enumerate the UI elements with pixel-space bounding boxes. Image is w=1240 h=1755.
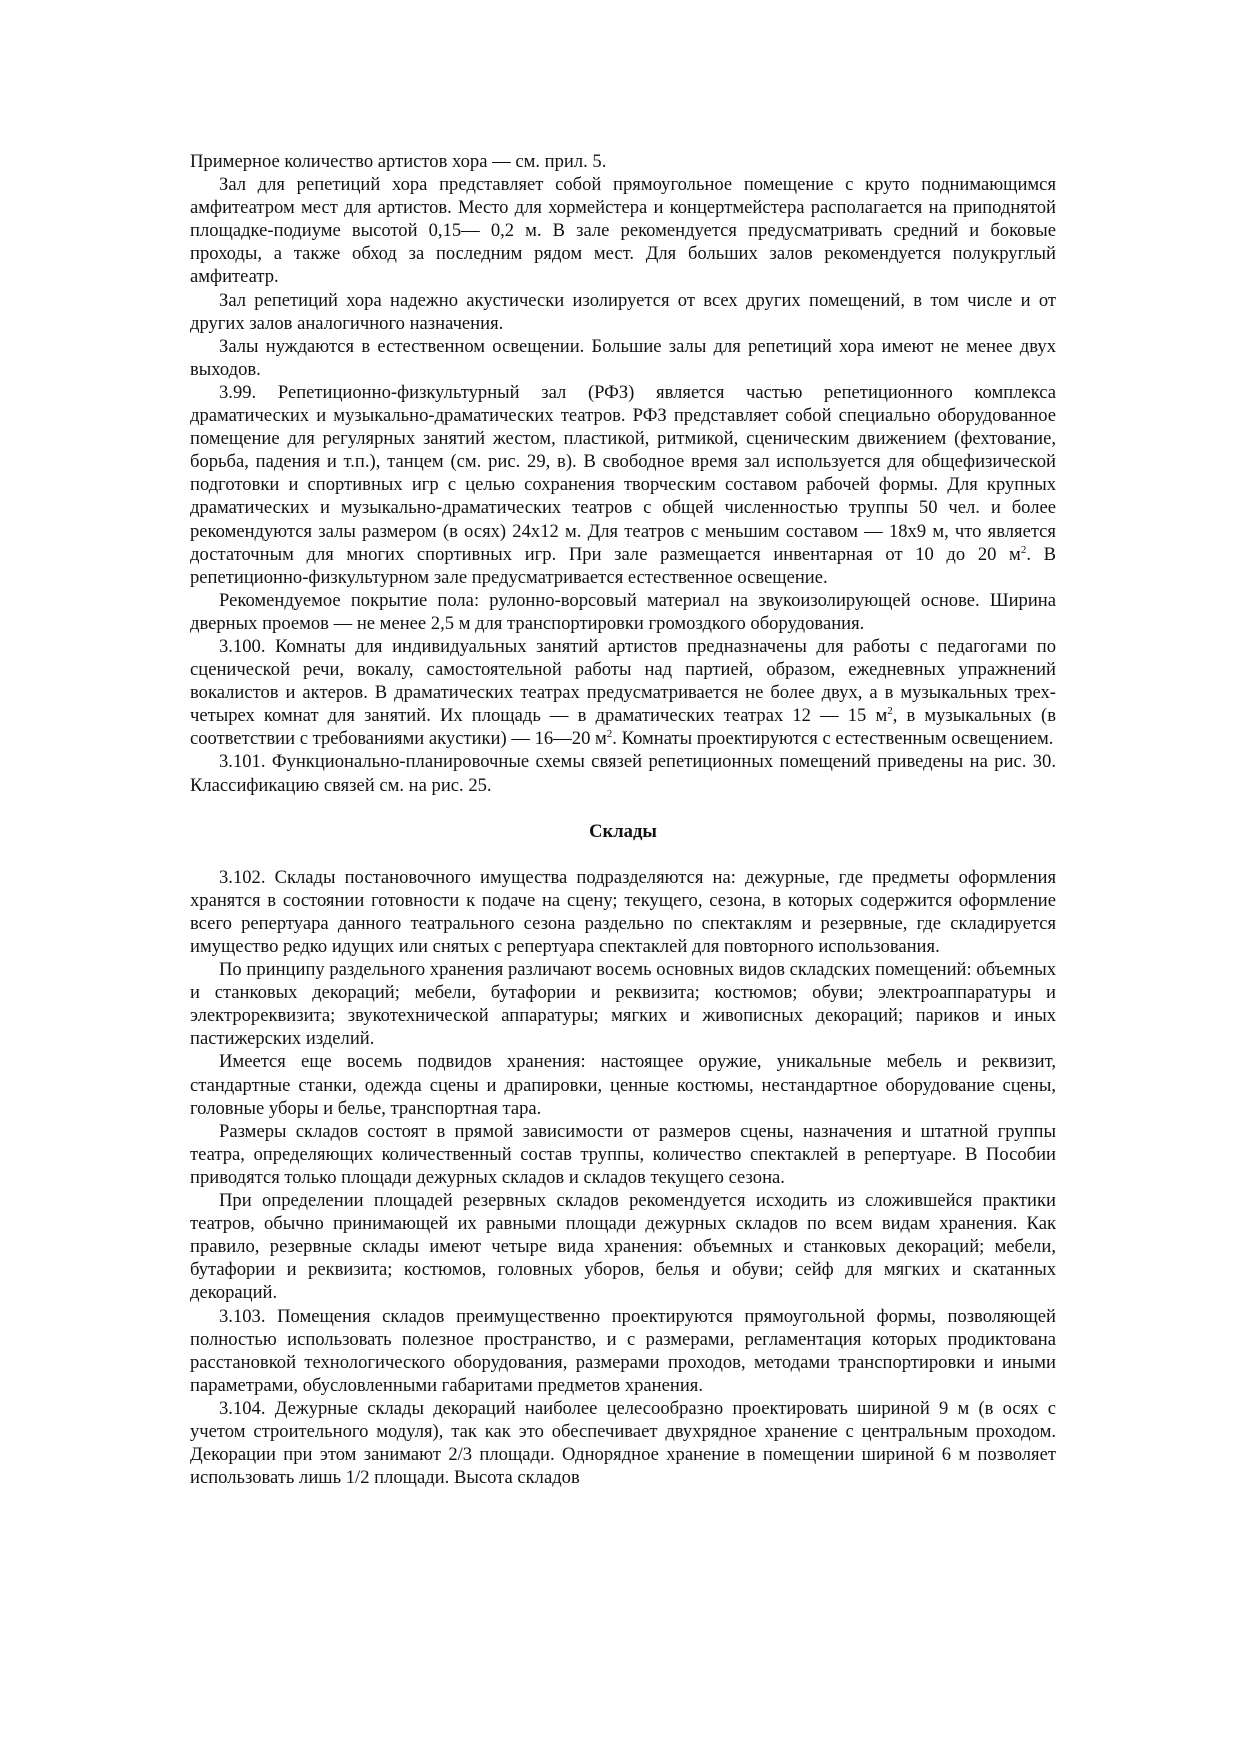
paragraph-3-104: 3.104. Дежурные склады декораций наиболее целесообразно проектировать шириной 9 м (в осях с учетом строительного модуля), так как это обеспечивает двухрядное хранение с центральным проходом. Декорации при этом занимают 2/3 площади. Однорядное хранение в помещении шириной 6 м позволяет использовать лишь 1/2 площади. Высота складов xyxy=(190,1397,1056,1489)
paragraph-3-100 xyxy=(190,635,1056,750)
section-heading: Склады xyxy=(589,820,657,842)
superscript: 2 xyxy=(606,728,613,741)
paragraph-choir-isolation: Зал репетиций хора надежно акустически изолируется от всех других помещений, в том числе и от других залов аналогичного назначения. xyxy=(190,289,1056,334)
paragraph-reserve-storage: При определении площадей резервных складов рекомендуется исходить из сложившейся практики театров, обычно принимающей их равными площади дежурных складов по всем видам хранения. Как правило, резервные склады имеют четыре вида хранения: объемных и станковых декораций; мебели, бутафории и реквизита; костюмов, головных уборов, белья и обуви; сейф для мягких и скатанных декораций. xyxy=(190,1190,1056,1304)
paragraph-3-99 xyxy=(190,381,1056,589)
document-page xyxy=(190,150,1056,1489)
paragraph-3-100-text: 3.100. Комнаты для индивидуальных занятий артистов предназначены для работы с педагогами по сценической речи, вокалу, самостоятельной работы над партией, образом, ежедневных упражнений вокалистов и актеров. В драматических театрах предусматривается не более двух, а в музыкальных трех-четырех комнат для занятий. Их площадь — в драматических театрах 12 — 15 м xyxy=(190,635,1056,727)
paragraph-floor-covering: Рекомендуемое покрытие пола: рулонно-ворсовый материал на звукоизолирующей основе. Ширина дверных проемов — не менее 2,5 м для транспортировки громоздкого оборудования. xyxy=(190,589,1056,634)
paragraph-3-100-text-end: . Комнаты проектируются с естественным освещением. xyxy=(612,728,1054,750)
paragraph-3-99-text: 3.99. Репетиционно-физкультурный зал (РФЗ) является частью репетиционного комплекса драматических и музыкально-драматических театров. РФЗ представляет собой специально оборудованное помещение для регулярных занятий жестом, пластикой, ритмикой, сценическим движением (фехтование, борьба, падения и т.п.), танцем (см. рис. 29, в). В свободное время зал используется для общефизической подготовки и спортивных игр с целью сохранения творческим составом рабочей формы. Для крупных драматических и музыкально-драматических театров с общей численностью труппы 50 чел. и более рекомендуются залы размером (в осях) 24x12 м. Для театров с меньшим составом — 18x9 м, что является достаточным для многих спортивных игр. При зале размещается инвентарная от 10 до 20 м xyxy=(190,381,1056,565)
paragraph-3-101: 3.101. Функционально-планировочные схемы связей репетиционных помещений приведены на рис. 30. Классификацию связей см. на рис. 25. xyxy=(190,751,1056,796)
paragraph-storage-types: По принципу раздельного хранения различают восемь основных видов складских помещений: объемных и станковых декораций; мебели, бутафории и реквизита; костюмов; обуви; электроаппаратуры и электрореквизита; звукотехнической аппаратуры; мягких и живописных декораций; париков и иных пастижерских изделий. xyxy=(190,959,1056,1050)
paragraph-3-100-text-mid: , в музыкальных (в соответствии с требованиями акустики) — 16—20 м xyxy=(190,705,1056,750)
paragraph-3-99-text-end: . В репетиционно-физкультурном зале предусматривается естественное освещение. xyxy=(190,543,1056,588)
paragraph-3-102: 3.102. Склады постановочного имущества подразделяются на: дежурные, где предметы оформления хранятся в состоянии готовности к подаче на сцену; текущего, сезона, в которых содержится оформление всего репертуара данного театрального сезона раздельно по спектаклям и резервные, где складируется имущество редко идущих или снятых с репертуара спектаклей для повторного использования. xyxy=(190,866,1056,957)
paragraph-choir-lighting: Залы нуждаются в естественном освещении. Большие залы для репетиций хора имеют не менее двух выходов. xyxy=(190,335,1056,380)
paragraph-choir-hall: Зал для репетиций хора представляет собой прямоугольное помещение с круто поднимающимся амфитеатром мест для артистов. Место для хормейстера и концертмейстера располагается на приподнятой площадке-подиуме высотой 0,15— 0,2 м. В зале рекомендуется предусматривать средний и боковые проходы, а также обход за последним рядом мест. Для больших залов рекомендуется полукруглый амфитеатр. xyxy=(190,174,1056,288)
paragraph-storage-sizes: Размеры складов состоят в прямой зависимости от размеров сцены, назначения и штатной группы театра, определяющих количественный состав труппы, количество спектаклей в репертуаре. В Пособии приводятся только площади дежурных складов и складов текущего сезона. xyxy=(190,1120,1056,1188)
superscript: 2 xyxy=(1020,543,1027,556)
superscript: 2 xyxy=(887,705,893,718)
paragraph-choir-count: Примерное количество артистов хора — см. прил. 5. xyxy=(190,151,607,172)
paragraph-storage-subtypes: Имеется еще восемь подвидов хранения: настоящее оружие, уникальные мебель и реквизит, стандартные станки, одежда сцены и драпировки, ценные костюмы, нестандартное оборудование сцены, головные уборы и белье, транспортная тара. xyxy=(190,1051,1056,1119)
paragraph-3-103: 3.103. Помещения складов преимущественно проектируются прямоугольной формы, позволяющей полностью использовать полезное пространство, и с размерами, регламентация которых продиктована расстановкой технологического оборудования, размерами проходов, методами транспортировки и иными параметрами, обусловленными габаритами предметов хранения. xyxy=(190,1305,1056,1396)
